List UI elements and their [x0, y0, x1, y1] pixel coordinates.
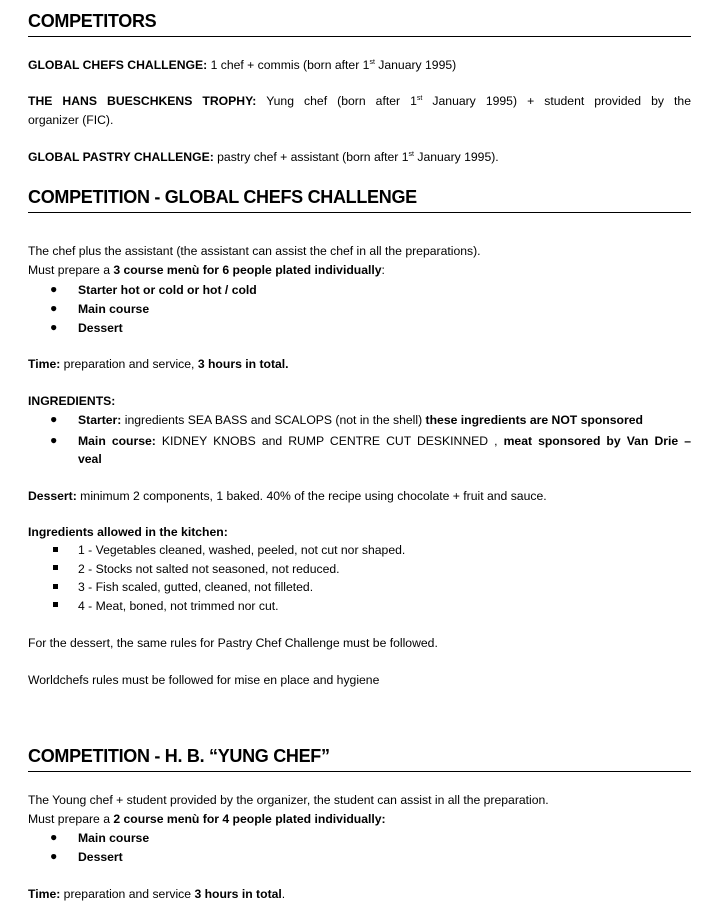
ingredients-heading: INGREDIENTS: — [28, 394, 116, 408]
global-intro: The chef plus the assistant (the assistant can assist the chef in all the preparations). — [28, 244, 481, 258]
global-dessert: Dessert: minimum 2 components, 1 baked. 40% of the recipe using chocolate + fruit and sauce. — [28, 489, 547, 503]
bullet-dot-icon: ● — [50, 320, 58, 334]
bullet-square-icon — [53, 547, 58, 552]
section-heading-competitors: COMPETITORS — [28, 11, 691, 37]
course-item: Dessert — [78, 321, 123, 335]
bullet-dot-icon: ● — [50, 849, 58, 863]
section-heading-global-chefs: COMPETITION - GLOBAL CHEFS CHALLENGE — [28, 187, 691, 213]
worldchefs-rule: Worldchefs rules must be followed for mise en place and hygiene — [28, 673, 380, 687]
bullet-dot-icon: ● — [50, 830, 58, 844]
global-time: Time: preparation and service, 3 hours in total. — [28, 357, 289, 371]
allowed-item: 2 - Stocks not salted not seasoned, not reduced. — [78, 562, 340, 576]
bullet-dot-icon: ● — [50, 301, 58, 315]
competitor-label: GLOBAL PASTRY CHALLENGE: — [28, 150, 214, 164]
bullet-dot-icon: ● — [50, 433, 58, 447]
competitor-hans-bueschkens: THE HANS BUESCHKENS TROPHY: Yung chef (born after 1st January 1995) + student provided by the — [28, 94, 691, 108]
allowed-item: 3 - Fish scaled, gutted, cleaned, not filleted. — [78, 580, 314, 594]
course-item: Dessert — [78, 850, 123, 864]
bullet-square-icon — [53, 584, 58, 589]
hb-must-prepare: Must prepare a 2 course menù for 4 people plated individually: — [28, 812, 386, 826]
hb-time: Time: preparation and service 3 hours in total. — [28, 887, 286, 901]
bullet-square-icon — [53, 565, 58, 570]
global-must-prepare: Must prepare a 3 course menù for 6 people plated individually: — [28, 263, 385, 277]
competitor-hans-bueschkens-line2: organizer (FIC). — [28, 113, 114, 127]
course-item: Main course — [78, 302, 150, 316]
competitor-label: THE HANS BUESCHKENS TROPHY: — [28, 94, 257, 108]
bullet-dot-icon: ● — [50, 412, 58, 426]
ingredient-main-course: Main course: KIDNEY KNOBS and RUMP CENTRE CUT DESKINNED , meat sponsored by Van Drie – — [78, 434, 691, 448]
allowed-item: 1 - Vegetables cleaned, washed, peeled, not cut nor shaped. — [78, 543, 406, 557]
competitor-global-chefs: GLOBAL CHEFS CHALLENGE: 1 chef + commis (born after 1st January 1995) — [28, 58, 457, 72]
hb-intro: The Young chef + student provided by the organizer, the student can assist in all the preparation. — [28, 793, 549, 807]
bullet-dot-icon: ● — [50, 282, 58, 296]
allowed-heading: Ingredients allowed in the kitchen: — [28, 525, 228, 539]
competitor-label: GLOBAL CHEFS CHALLENGE: — [28, 58, 208, 72]
section-heading-hb-yung-chef: COMPETITION - H. B. “YUNG CHEF” — [28, 746, 691, 772]
course-item: Starter hot or cold or hot / cold — [78, 283, 257, 297]
ingredient-starter: Starter: ingredients SEA BASS and SCALOPS (not in the shell) these ingredients are NOT sponsored — [78, 413, 643, 427]
allowed-item: 4 - Meat, boned, not trimmed nor cut. — [78, 599, 279, 613]
pastry-rule: For the dessert, the same rules for Pastry Chef Challenge must be followed. — [28, 636, 438, 650]
bullet-square-icon — [53, 602, 58, 607]
competitor-global-pastry: GLOBAL PASTRY CHALLENGE: pastry chef + assistant (born after 1st January 1995). — [28, 150, 499, 164]
course-item: Main course — [78, 831, 150, 845]
ingredient-main-course-line2: veal — [78, 452, 102, 466]
